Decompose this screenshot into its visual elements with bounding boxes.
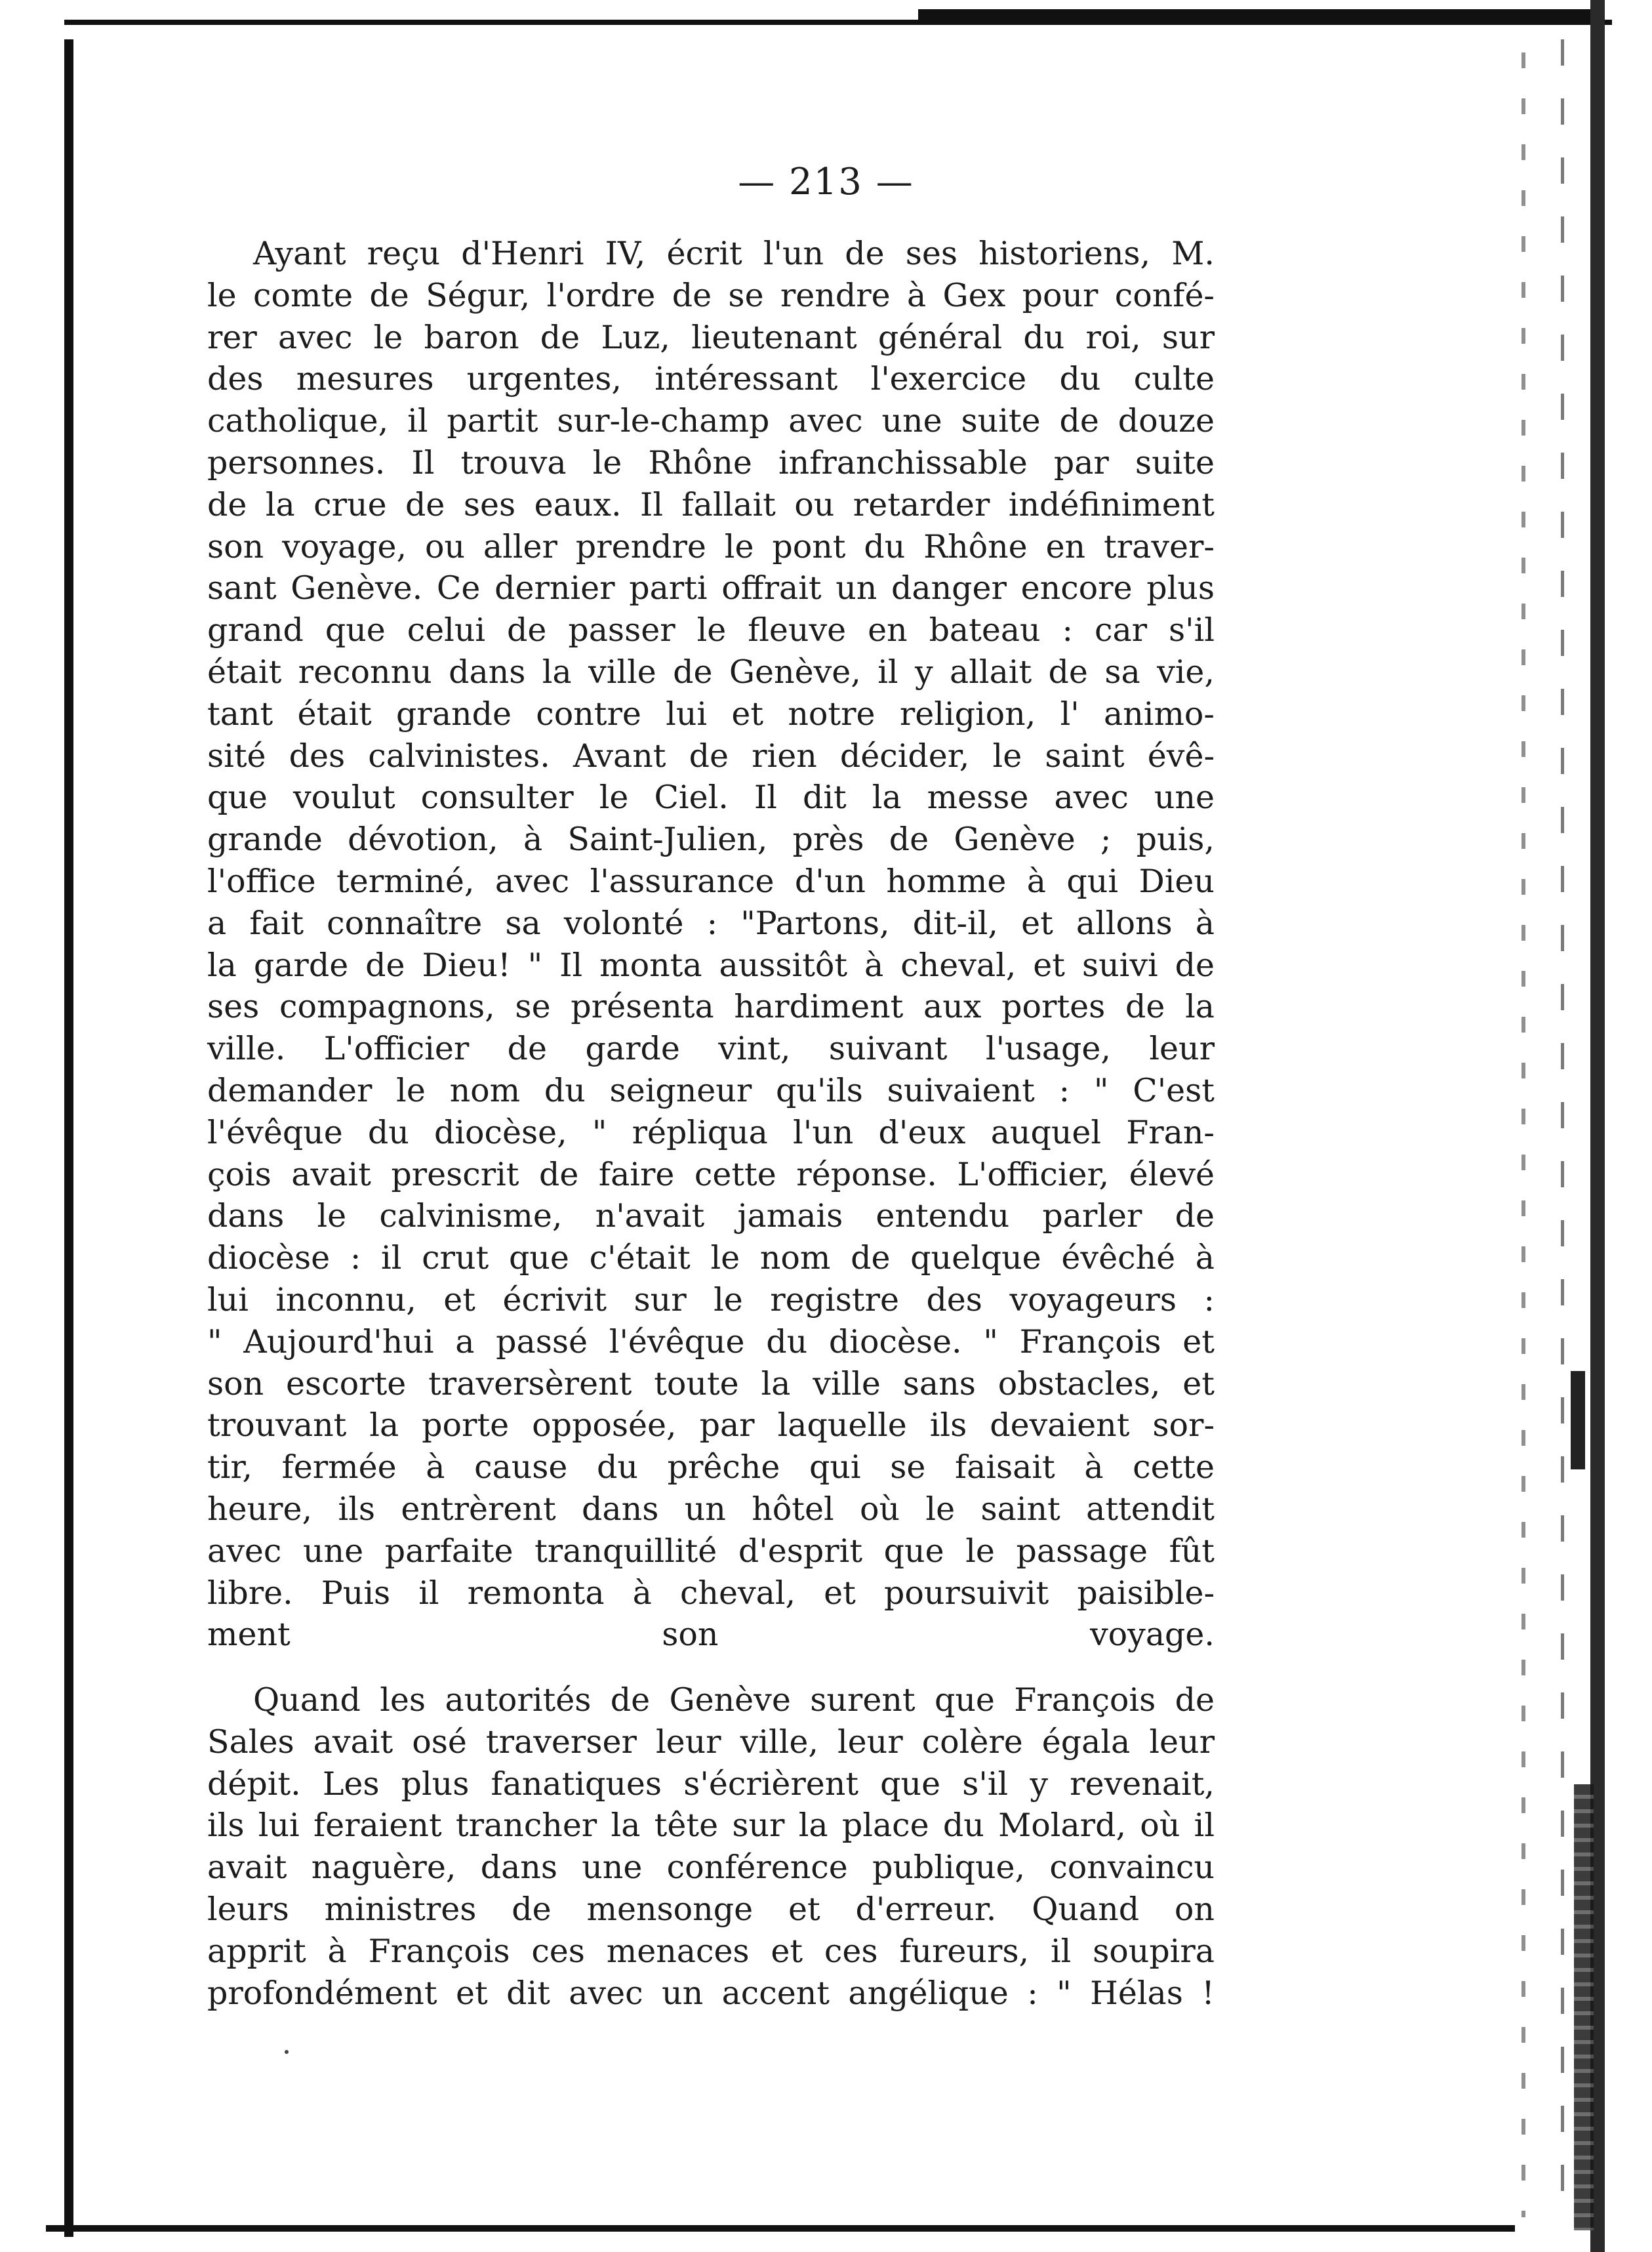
paragraph-2 (207, 1679, 1215, 2014)
text-line: des mesures urgentes, intéressant l'exercice du culte (207, 360, 1215, 398)
text-line: demander le nom du seigneur qu'ils suivaient : " C'est (207, 1071, 1215, 1109)
text-line: tant était grande contre lui et notre religion, l' animo- (207, 695, 1215, 733)
text-line: ment son voyage. (207, 1616, 1215, 1654)
text-line: catholique, il partit sur-le-champ avec une suite de douze (207, 402, 1215, 440)
text-line: libre. Puis il remonta à cheval, et poursuivit paisible- (207, 1574, 1215, 1612)
text-line: ils lui feraient trancher la tête sur la place du Molard, où il (207, 1807, 1215, 1845)
text-line: sité des calvinistes. Avant de rien décider, le saint évê- (207, 737, 1215, 775)
text-line: heure, ils entrèrent dans un hôtel où le saint attendit (207, 1490, 1215, 1528)
scan-border-top-thick (918, 9, 1600, 24)
text-line: apprit à François ces menaces et ces fureurs, il soupira (207, 1932, 1215, 1970)
text-line: son escorte traversèrent toute la ville sans obstacles, et (207, 1364, 1215, 1402)
scan-noise-right (1561, 39, 1564, 2224)
text-line: dépit. Les plus fanatiques s'écrièrent que s'il y revenait, (207, 1765, 1215, 1803)
paragraph-gap (207, 1656, 1215, 1679)
scan-speck (285, 2050, 289, 2054)
text-line: çois avait prescrit de faire cette réponse. L'officier, élevé (207, 1155, 1215, 1193)
paragraph-1 (207, 233, 1215, 1656)
page-number: — 213 — (738, 161, 914, 203)
text-line: son voyage, ou aller prendre le pont du Rhône en traver- (207, 527, 1215, 565)
scan-noise-right (1521, 52, 1525, 2217)
text-line: Quand les autorités de Genève surent que François de (253, 1681, 1215, 1719)
scan-border-left (64, 39, 73, 2237)
text-line: grande dévotion, à Saint-Julien, près de Genève ; puis, (207, 821, 1215, 859)
text-line: tir, fermée à cause du prêche qui se faisait à cette (207, 1448, 1215, 1486)
text-line: a fait connaître sa volonté : "Partons, dit-il, et allons à (207, 904, 1215, 942)
text-line: ville. L'officier de garde vint, suivant l'usage, leur (207, 1030, 1215, 1068)
text-line: " Aujourd'hui a passé l'évêque du diocèse. " François et (207, 1322, 1215, 1361)
text-line: l'évêque du diocèse, " répliqua l'un d'eux auquel Fran- (207, 1113, 1215, 1151)
text-line: leurs ministres de mensonge et d'erreur. Quand on (207, 1891, 1215, 1929)
text-line: était reconnu dans la ville de Genève, il y allait de sa vie, (207, 653, 1215, 691)
text-line: ses compagnons, se présenta hardiment aux portes de la (207, 988, 1215, 1026)
text-line: personnes. Il trouva le Rhône infranchissable par suite (207, 443, 1215, 481)
text-line: Ayant reçu d'Henri IV, écrit l'un de ses historiens, M. (253, 235, 1215, 272)
text-line: que voulut consulter le Ciel. Il dit la messe avec une (207, 779, 1215, 817)
body-text (207, 233, 1215, 2014)
text-line: lui inconnu, et écrivit sur le registre des voyageurs : (207, 1280, 1215, 1319)
scan-smudge (1571, 1371, 1585, 1469)
text-line: l'office terminé, avec l'assurance d'un homme à qui Dieu (207, 862, 1215, 900)
text-line: avait naguère, dans une conférence publique, convaincu (207, 1849, 1215, 1887)
scan-smudge (1574, 1784, 1594, 2230)
text-line: grand que celui de passer le fleuve en bateau : car s'il (207, 611, 1215, 649)
text-line: dans le calvinisme, n'avait jamais entendu parler de (207, 1197, 1215, 1235)
text-line: la garde de Dieu! " Il monta aussitôt à cheval, et suivi de (207, 946, 1215, 984)
text-line: le comte de Ségur, l'ordre de se rendre à Gex pour confé- (207, 276, 1215, 314)
text-line: de la crue de ses eaux. Il fallait ou retarder indéfiniment (207, 485, 1215, 523)
text-line: avec une parfaite tranquillité d'esprit que le passage fût (207, 1532, 1215, 1570)
text-line: Sales avait osé traverser leur ville, leur colère égala leur (207, 1723, 1215, 1761)
text-line: trouvant la porte opposée, par laquelle ils devaient sor- (207, 1406, 1215, 1444)
text-line: profondément et dit avec un accent angélique : " Hélas ! (207, 1974, 1215, 2012)
text-line: diocèse : il crut que c'était le nom de quelque évêché à (207, 1239, 1215, 1277)
text-line: rer avec le baron de Luz, lieutenant général du roi, sur (207, 318, 1215, 356)
scan-border-bottom (46, 2225, 1515, 2232)
text-line: sant Genève. Ce dernier parti offrait un danger encore plus (207, 569, 1215, 607)
